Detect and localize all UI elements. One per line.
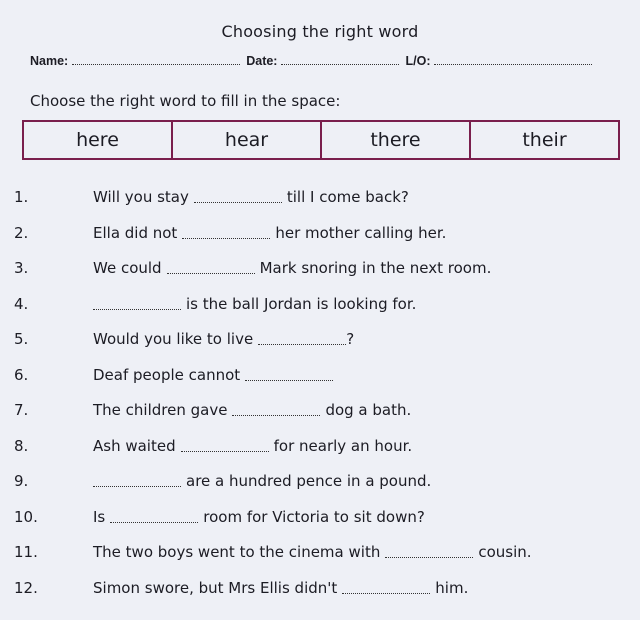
question-row — [14, 257, 634, 279]
question-text-before: We could — [93, 259, 162, 277]
question-row — [14, 470, 634, 492]
question-number: 4. — [14, 294, 29, 313]
date-label: Date: — [246, 54, 278, 68]
question-text-after: room for Victoria to sit down? — [203, 507, 425, 526]
question-text-before: The children gave — [93, 401, 228, 419]
question-text-after: cousin. — [478, 543, 532, 561]
question-row — [14, 364, 634, 386]
question-text-before: Simon swore, but Mrs Ellis didn't — [93, 578, 338, 597]
word-bank-item: there — [322, 122, 471, 158]
question-text-after: is the ball Jordan is looking for. — [186, 294, 417, 313]
question-text-before: Would you like to live — [93, 330, 254, 348]
answer-blank[interactable] — [232, 414, 320, 416]
question-row — [14, 328, 634, 350]
word-bank — [22, 120, 620, 160]
lo-field[interactable] — [434, 54, 592, 65]
question-row — [14, 435, 634, 457]
question-row — [14, 541, 634, 563]
answer-blank[interactable] — [245, 379, 333, 381]
question-text-before: The two boys went to the cinema with — [93, 543, 381, 561]
question-row — [14, 293, 634, 315]
word-bank-item: hear — [173, 122, 322, 158]
question-number: 12. — [14, 578, 38, 597]
answer-blank[interactable] — [182, 237, 270, 239]
question-text-after: Mark snoring in the next room. — [259, 259, 492, 277]
answer-blank[interactable] — [167, 272, 255, 274]
instruction: Choose the right word to fill in the space: — [30, 92, 341, 110]
lo-label: L/O: — [405, 54, 431, 68]
answer-blank[interactable] — [194, 201, 282, 203]
question-number: 1. — [14, 188, 29, 206]
answer-blank[interactable] — [342, 592, 430, 594]
name-field[interactable] — [72, 54, 240, 65]
worksheet-title: Choosing the right word — [221, 22, 419, 41]
question-text-after: for nearly an hour. — [273, 436, 413, 455]
answer-blank[interactable] — [93, 485, 181, 487]
question-number: 9. — [14, 472, 29, 490]
word-bank-item: here — [24, 122, 173, 158]
question-row — [14, 222, 634, 244]
answer-blank[interactable] — [385, 556, 473, 558]
question-number: 8. — [14, 436, 29, 455]
question-row — [14, 399, 634, 421]
question-number: 7. — [14, 401, 29, 419]
question-text-after: till I come back? — [286, 188, 409, 206]
question-text-after: dog a bath. — [325, 401, 412, 419]
date-field[interactable] — [281, 54, 399, 65]
answer-blank[interactable] — [93, 308, 181, 310]
question-number: 5. — [14, 330, 29, 348]
answer-blank[interactable] — [181, 450, 269, 452]
question-number: 2. — [14, 223, 29, 242]
question-number: 3. — [14, 259, 29, 277]
word-bank-item: their — [522, 129, 567, 151]
question-text-after: are a hundred pence in a pound. — [186, 472, 432, 490]
question-text-before: Is — [93, 507, 106, 526]
question-text-before: Ash waited — [93, 436, 176, 455]
header-fields — [30, 54, 615, 68]
question-number: 6. — [14, 365, 29, 384]
question-text-before: Ella did not — [93, 223, 178, 242]
question-text-before: Deaf people cannot — [93, 365, 241, 384]
question-number: 11. — [14, 543, 38, 561]
question-number: 10. — [14, 507, 38, 526]
question-row — [14, 186, 634, 208]
question-text-after: him. — [435, 578, 469, 597]
question-row — [14, 506, 634, 528]
answer-blank[interactable] — [110, 521, 198, 523]
question-text-after: ? — [346, 330, 355, 348]
name-label: Name: — [30, 54, 69, 68]
question-row — [14, 577, 634, 599]
question-text-before: Will you stay — [93, 188, 189, 206]
question-text-after: her mother calling her. — [275, 223, 447, 242]
answer-blank[interactable] — [258, 343, 346, 345]
